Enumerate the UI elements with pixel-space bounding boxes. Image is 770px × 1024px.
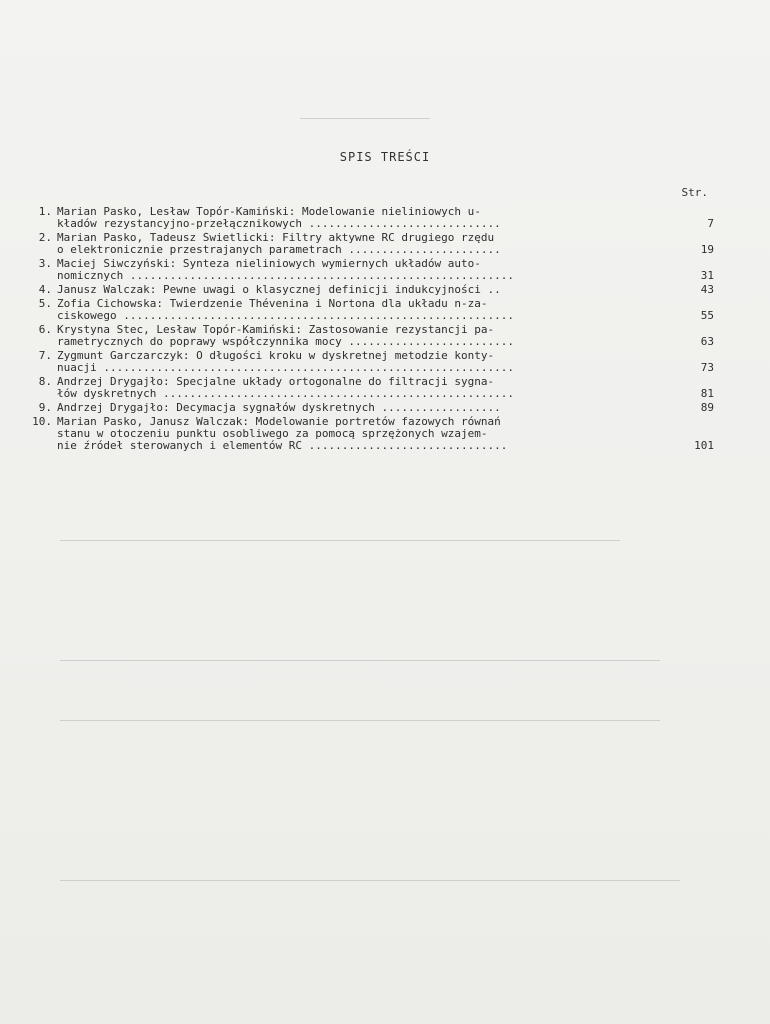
entry-last-line: [57, 284, 714, 296]
entry-line: nomicznych ..........................................................: [57, 270, 514, 282]
entry-text: [57, 350, 714, 374]
entry-page-number: 101: [694, 439, 714, 452]
entry-line: Krystyna Stec, Lesław Topór-Kamiński: Zastosowanie rezystancji pa-: [57, 324, 495, 336]
bleed-through-mark: [60, 660, 660, 661]
entry-number: 8.: [38, 375, 52, 388]
entry-text: [57, 232, 714, 256]
entry-number: 7.: [38, 349, 52, 362]
page-title: SPIS TREŚCI: [339, 150, 431, 164]
entry-line: kładów rezystancyjno-przełącznikowych .............................: [57, 218, 501, 230]
page-column-label: Str.: [681, 186, 708, 199]
entry-text: [57, 324, 714, 348]
entry-page-number: 63: [700, 335, 714, 348]
entry-last-line: [57, 388, 714, 400]
entry-last-line: [57, 270, 714, 282]
entry-text: [57, 416, 714, 452]
entry-text: [57, 376, 714, 400]
entry-line: Zygmunt Garczarczyk: O długości kroku w dyskretnej metodzie konty-: [57, 350, 495, 362]
toc-entry: [22, 298, 714, 322]
entry-page-number: 89: [700, 401, 714, 414]
entry-line: nie źródeł sterowanych i elementów RC ..............................: [57, 440, 508, 452]
entry-last-line: [57, 310, 714, 322]
entry-page-number: 19: [700, 243, 714, 256]
entry-line: łów dyskretnych .....................................................: [57, 388, 514, 400]
entry-line: o elektronicznie przestrajanych parametrach .......................: [57, 244, 501, 256]
toc-entry: [22, 324, 714, 348]
toc-entry: [22, 350, 714, 374]
bleed-through-mark: [300, 118, 430, 119]
entry-line: Marian Pasko, Janusz Walczak: Modelowanie portretów fazowych równań: [57, 416, 501, 428]
entry-last-line: [57, 336, 714, 348]
entry-number: 3.: [38, 257, 52, 270]
entry-line: Maciej Siwczyński: Synteza nieliniowych wymiernych układów auto-: [57, 258, 481, 270]
entry-text: [57, 258, 714, 282]
entry-number: 5.: [38, 297, 52, 310]
table-of-contents: [22, 206, 714, 454]
entry-number: 2.: [38, 231, 52, 244]
entry-line: Marian Pasko, Lesław Topór-Kamiński: Modelowanie nieliniowych u-: [57, 206, 481, 218]
toc-entry: [22, 284, 714, 296]
toc-entry: [22, 376, 714, 400]
entry-page-number: 73: [700, 361, 714, 374]
entry-line: Zofia Cichowska: Twierdzenie Thévenina i Nortona dla układu n-za-: [57, 298, 488, 310]
entry-line: ciskowego ...........................................................: [57, 310, 514, 322]
entry-line: Janusz Walczak: Pewne uwagi o klasycznej definicji indukcyjności ..: [57, 284, 501, 296]
entry-last-line: [57, 440, 714, 452]
toc-entry: [22, 416, 714, 452]
entry-line: rametrycznych do poprawy współczynnika mocy .........................: [57, 336, 514, 348]
entry-last-line: [57, 362, 714, 374]
entry-text: [57, 206, 714, 230]
entry-line: nuacji ..............................................................: [57, 362, 514, 374]
entry-line: Marian Pasko, Tadeusz Świetlicki: Filtry aktywne RC drugiego rzędu: [57, 232, 495, 244]
entry-page-number: 31: [700, 269, 714, 282]
entry-number: 9.: [38, 401, 52, 414]
entry-text: [57, 284, 714, 296]
toc-entry: [22, 402, 714, 414]
entry-page-number: 43: [700, 283, 714, 296]
toc-entry: [22, 206, 714, 230]
entry-text: [57, 298, 714, 322]
entry-last-line: [57, 244, 714, 256]
entry-line: Andrzej Drygajło: Decymacja sygnałów dyskretnych ..................: [57, 402, 501, 414]
entry-last-line: [57, 218, 714, 230]
entry-text: [57, 402, 714, 414]
toc-entry: [22, 232, 714, 256]
entry-number: 1.: [38, 205, 52, 218]
entry-number: 10.: [32, 415, 52, 428]
entry-last-line: [57, 402, 714, 414]
entry-number: 6.: [38, 323, 52, 336]
entry-page-number: 7: [707, 217, 714, 230]
bleed-through-mark: [60, 540, 620, 541]
entry-page-number: 81: [700, 387, 714, 400]
bleed-through-mark: [60, 880, 680, 881]
toc-entry: [22, 258, 714, 282]
entry-line: Andrzej Drygajło: Specjalne układy ortogonalne do filtracji sygna-: [57, 376, 495, 388]
entry-page-number: 55: [700, 309, 714, 322]
entry-number: 4.: [38, 283, 52, 296]
bleed-through-mark: [60, 720, 660, 721]
entry-line: stanu w otoczeniu punktu osobliwego za pomocą sprzężonych wzajem-: [57, 428, 488, 440]
